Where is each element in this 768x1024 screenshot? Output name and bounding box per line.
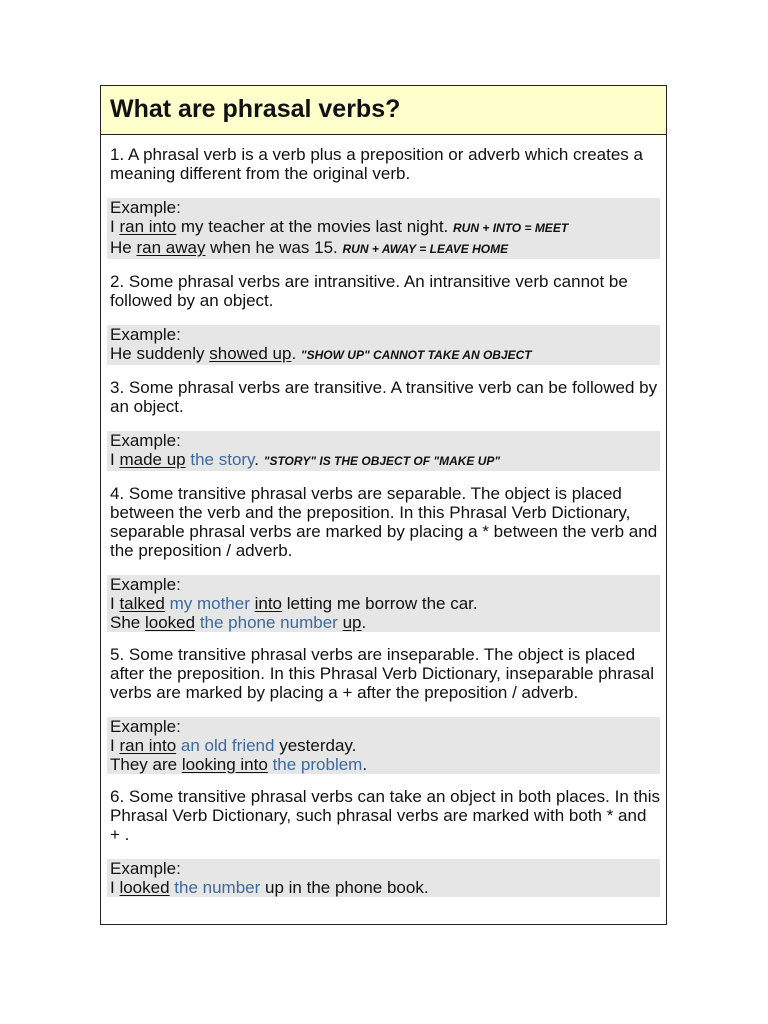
sentence-text: . xyxy=(254,450,264,469)
example-label: Example: xyxy=(110,575,181,594)
object-phrase: the story xyxy=(190,450,255,469)
sentence-text: my teacher at the movies last night. xyxy=(176,217,454,236)
phrasal-verb-part: ran into xyxy=(119,217,177,236)
sentence-text: I xyxy=(110,594,120,613)
sentence-text: He xyxy=(110,238,137,257)
example-sentence xyxy=(110,613,660,632)
sentence-text: I xyxy=(110,878,120,897)
sentence-text: I xyxy=(110,450,120,469)
sentence-text: . xyxy=(361,613,367,632)
rule-paragraph-3: 3. Some phrasal verbs are transitive. A transitive verb can be followed by an object. xyxy=(110,378,658,416)
sentence-text: They are xyxy=(110,755,182,774)
sentence-text: . xyxy=(291,344,301,363)
rule-paragraph-6: 6. Some transitive phrasal verbs can take an object in both places. In this Phrasal Verb Dictionary, such phrasal verbs are marked with both * and + . xyxy=(110,787,660,844)
phrasal-verb-part: into xyxy=(254,594,283,613)
phrasal-verb-part: talked xyxy=(119,594,165,613)
sentence-text: I xyxy=(110,217,120,236)
sentence-text: yesterday. xyxy=(274,736,357,755)
sentence-text: up in the phone book. xyxy=(260,878,429,897)
sentence-text: letting me borrow the car. xyxy=(282,594,478,613)
example-sentence xyxy=(110,736,660,755)
example-box-2 xyxy=(107,325,660,365)
phrasal-verb-part: showed up xyxy=(209,344,292,363)
example-label: Example: xyxy=(110,431,181,450)
example-box-5 xyxy=(107,717,660,774)
rule-paragraph-2: 2. Some phrasal verbs are intransitive. An intransitive verb cannot be followed by an object. xyxy=(110,272,628,310)
example-sentence xyxy=(110,878,660,897)
object-phrase: the number xyxy=(174,878,261,897)
phrasal-verb-part: ran away xyxy=(136,238,206,257)
sentence-text: I xyxy=(110,736,120,755)
example-label: Example: xyxy=(110,198,181,217)
page-title: What are phrasal verbs? xyxy=(110,95,401,123)
document-content xyxy=(101,145,666,897)
rule-paragraph-4: 4. Some transitive phrasal verbs are separable. The object is placed between the verb and the preposition. In this Phrasal Verb Dictionary, separable phrasal verbs are marked by placing a * between the verb and the preposition / adverb. xyxy=(110,484,658,560)
usage-note: RUN + AWAY = LEAVE HOME xyxy=(342,242,509,256)
example-sentence xyxy=(110,217,660,238)
example-sentence xyxy=(110,755,660,774)
usage-note: "STORY" IS THE OBJECT OF "MAKE UP" xyxy=(263,454,501,468)
object-phrase: the problem xyxy=(272,755,363,774)
usage-note: RUN + INTO = MEET xyxy=(453,221,569,235)
title-bar xyxy=(101,86,666,135)
object-phrase: the phone number xyxy=(199,613,338,632)
phrasal-verb-part: looked xyxy=(119,878,170,897)
phrasal-verb-part: looked xyxy=(144,613,196,632)
rule-paragraph-5: 5. Some transitive phrasal verbs are inseparable. The object is placed after the preposition. In this Phrasal Verb Dictionary, inseparable phrasal verbs are marked by placing a + after the preposition / adverb. xyxy=(110,645,654,702)
example-sentence xyxy=(110,594,660,613)
object-phrase: an old friend xyxy=(180,736,275,755)
sentence-text: when he was 15. xyxy=(205,238,343,257)
example-sentence xyxy=(110,450,660,471)
example-box-1 xyxy=(107,198,660,259)
sentence-text: . xyxy=(362,755,368,774)
phrasal-verb-part: up xyxy=(342,613,362,632)
example-sentence xyxy=(110,238,660,259)
example-label: Example: xyxy=(110,717,181,736)
rule-paragraph-1: 1. A phrasal verb is a verb plus a preposition or adverb which creates a meaning different from the original verb. xyxy=(110,145,643,183)
sentence-text: She xyxy=(110,613,145,632)
example-label: Example: xyxy=(110,859,181,878)
example-box-3 xyxy=(107,431,660,471)
phrasal-verb-part: ran into xyxy=(119,736,177,755)
example-box-6 xyxy=(107,859,660,897)
phrasal-verb-part: made up xyxy=(119,450,186,469)
example-sentence xyxy=(110,344,660,365)
sentence-text: He suddenly xyxy=(110,344,210,363)
usage-note: "SHOW UP" CANNOT TAKE AN OBJECT xyxy=(300,348,532,362)
example-label: Example: xyxy=(110,325,181,344)
phrasal-verb-part: looking into xyxy=(181,755,268,774)
object-phrase: my mother xyxy=(169,594,250,613)
phrasal-verbs-document xyxy=(100,85,667,925)
example-box-4 xyxy=(107,575,660,632)
